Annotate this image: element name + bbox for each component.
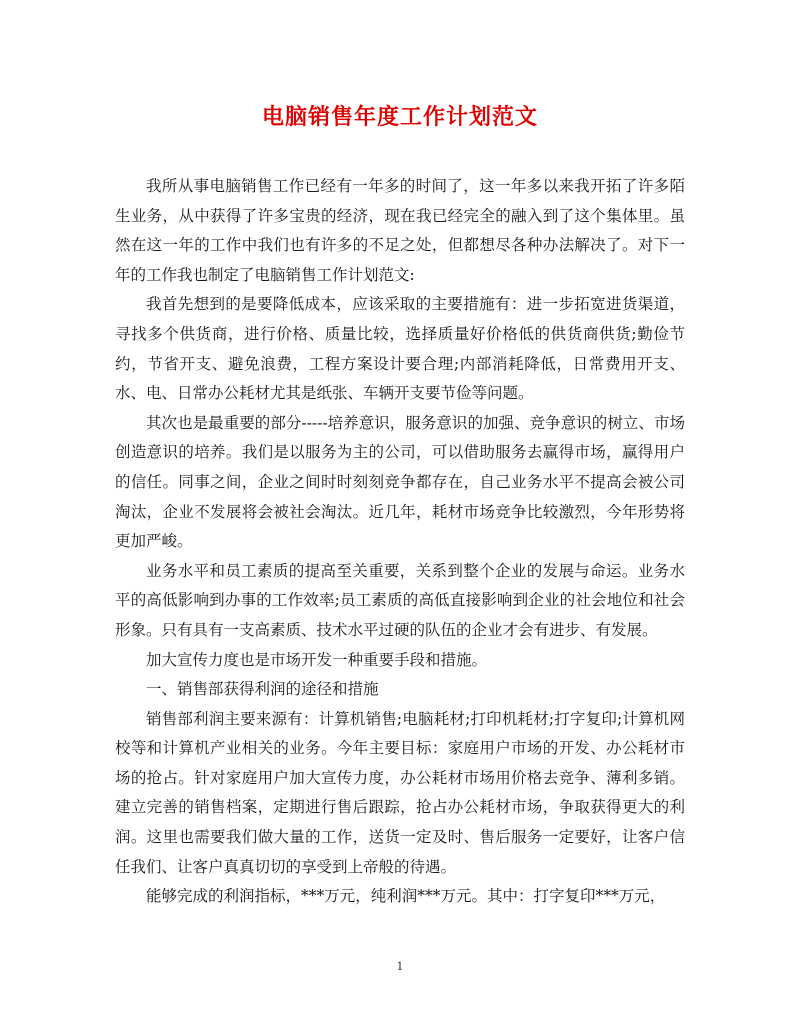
section-heading-profit: 一、销售部获得利润的途径和措施 — [146, 680, 379, 699]
paragraph-cost-reduction: 我首先想到的是要降低成本，应该采取的主要措施有：进一步拓宽进货渠道，寻找多个供货商，进行价格、质量比较，选择质量好价格低的供货商供货;勤俭节约，节省开支、避免浪费，工程方案设计要合理;内部消耗降低，日常费用开支、水、电、日常办公耗材尤其是纸张、车辆开支要节俭等问题。 — [115, 295, 685, 403]
paragraph-staff-quality: 业务水平和员工素质的提高至关重要，关系到整个企业的发展与命运。业务水平的高低影响到办事的工作效率;员工素质的高低直接影响到企业的社会地位和社会形象。只有具有一支高素质、技术水平过硬的队伍的企业才会有进步、有发展。 — [115, 561, 685, 639]
paragraph-intro: 我所从事电脑销售工作已经有一年多的时间了，这一年多以来我开拓了许多陌生业务，从中获得了许多宝贵的经济，现在我已经完全的融入到了这个集体里。虽然在这一年的工作中我们也有许多的不足之处，但都想尽各种办法解决了。对下一年的工作我也制定了电脑销售工作计划范文: — [115, 177, 685, 284]
document-body — [115, 172, 685, 912]
paragraph-profit-targets: 能够完成的利润指标，***万元，纯利润***万元。其中：打字复印***万元， — [146, 887, 666, 906]
paragraph-profit-sources: 销售部利润主要来源有：计算机销售;电脑耗材;打印机耗材;打字复印;计算机网校等和计算机产业相关的业务。今年主要目标：家庭用户市场的开发、办公耗材市场的抢占。针对家庭用户加大宣传力度，办公耗材市场用价格去竞争、薄利多销。建立完善的销售档案，定期进行售后跟踪，抢占办公耗材市场，争取获得更大的利润。这里也需要我们做大量的工作，送货一定及时、售后服务一定要好，让客户信任我们、让客户真真切切的享受到上帝般的待遇。 — [115, 709, 685, 876]
document-title: 电脑销售年度工作计划范文 — [261, 104, 538, 130]
page-number: 1 — [396, 960, 404, 973]
paragraph-awareness: 其次也是最重要的部分-----培养意识，服务意识的加强、竞争意识的树立、市场创造意识的培养。我们是以服务为主的公司，可以借助服务去赢得市场，赢得用户的信任。同事之间，企业之间时时刻刻竞争都存在，自己业务水平不提高会被公司淘汰，企业不发展将会被社会淘汰。近几年，耗材市场竞争比较激烈，今年形势将更加严峻。 — [115, 413, 685, 551]
paragraph-publicity: 加大宣传力度也是市场开发一种重要手段和措施。 — [146, 650, 488, 669]
